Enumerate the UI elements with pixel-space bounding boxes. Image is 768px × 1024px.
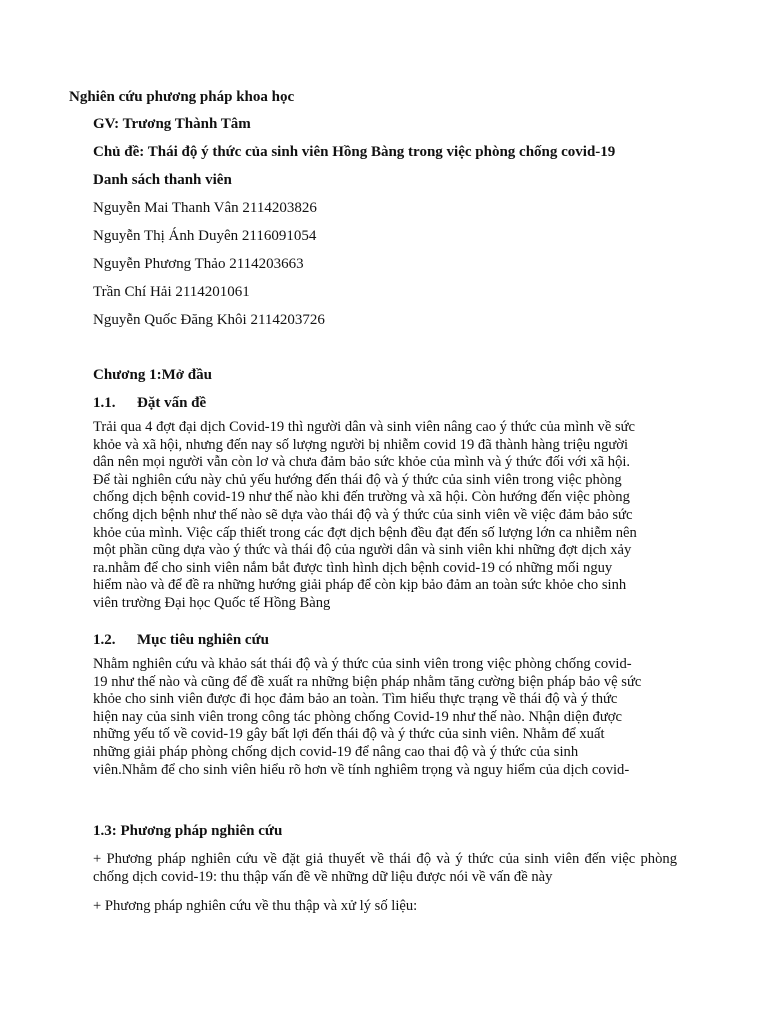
- lecturer: GV: Trương Thành Tâm: [93, 116, 251, 132]
- body-line: Trải qua 4 đợt đại dịch Covid-19 thì người dân và sinh viên nâng cao ý thức của mình về sức: [93, 419, 636, 435]
- member-item: Nguyễn Quốc Đăng Khôi 2114203726: [93, 312, 325, 328]
- body-line: Nhằm nghiên cứu và khảo sát thái độ và ý thức của sinh viên trong việc phòng chống covid-: [93, 656, 632, 672]
- member-item: Nguyễn Phương Thảo 2114203663: [93, 256, 304, 272]
- member-item: Nguyễn Thị Ánh Duyên 2116091054: [93, 228, 317, 244]
- body-line: ra.nhằm để cho sinh viên nắm bắt được tình hình dịch bệnh covid-19 có những mối nguy: [93, 559, 613, 576]
- member-item: Trần Chí Hải 2114201061: [93, 284, 250, 300]
- section-title: Mục tiêu nghiên cứu: [137, 632, 269, 648]
- body-line: chống dịch bệnh covid-19 như thế nào khi đến trường và xã hội. Còn hướng đến việc phòng: [93, 489, 630, 506]
- section-body: [93, 656, 677, 779]
- body-line: chống dịch bệnh như thế nào sẽ dựa vào thái độ và ý thức của sinh viên về việc đảm bảo sức: [93, 506, 633, 523]
- body-line: khỏe và xã hội, nhưng đến nay số lượng người bị nhiễm covid 19 đã thành hàng triệu người: [93, 436, 629, 453]
- section-heading: [93, 394, 206, 412]
- body-line: những yếu tố về covid-19 gây bất lợi đến thái độ và ý thức của sinh viên. Nhằm để xuất: [93, 726, 605, 743]
- course-title: Nghiên cứu phương pháp khoa học: [69, 89, 295, 105]
- body-line: viên.Nhằm để cho sinh viên hiểu rõ hơn về tính nghiêm trọng và nguy hiểm của dịch covid-: [93, 761, 630, 778]
- body-line: 19 như thế nào và cũng để đề xuất ra những biện pháp nhằm tăng cường biện pháp bảo vệ sức: [93, 673, 642, 690]
- member-item: Nguyễn Mai Thanh Vân 2114203826: [93, 200, 317, 216]
- body-line: một phần cũng dựa vào ý thức và thái độ của người dân và sinh viên khi những đợt dịch xảy: [93, 542, 632, 559]
- body-line: hiểm nào và để đề ra những hướng giải pháp để còn kịp bảo đảm an toàn sức khỏe cho sinh: [93, 577, 627, 594]
- section-number: 1.2.: [93, 632, 116, 648]
- method-item: + Phương pháp nghiên cứu về thu thập và xử lý số liệu:: [93, 898, 418, 914]
- section-title: Đặt vấn đề: [137, 395, 207, 411]
- section-number: 1.1.: [93, 395, 116, 411]
- body-line: những giải pháp phòng chống dịch covid-19 để nâng cao thai độ và ý thức của sinh: [93, 743, 579, 760]
- body-line: khỏe của mình. Việc cấp thiết trong các đợt dịch bệnh đều đạt đến số lượng lớn ca nhiễm nên: [93, 524, 637, 541]
- section-heading: 1.3: Phương pháp nghiên cứu: [93, 823, 283, 839]
- body-line: viên trường Đại học Quốc tế Hồng Bàng: [93, 594, 331, 611]
- body-line: khỏe cho sinh viên được đi học đảm bảo an toàn. Tìm hiểu thực trạng về thái độ và ý thức: [93, 691, 618, 708]
- body-line: Để tài nghiên cứu này chủ yếu hướng đến thái độ và ý thức của sinh viên trong việc phòng: [93, 471, 622, 488]
- chapter-title: Chương 1:Mở đầu: [93, 367, 212, 383]
- body-line: dân nên mọi người vẫn còn lơ và chưa đảm bảo sức khỏe của mình và ý thức đối với xã hội.: [93, 454, 631, 471]
- topic: Chủ đề: Thái độ ý thức của sinh viên Hồng Bàng trong việc phòng chống covid-19: [93, 144, 616, 160]
- body-line: hiện nay của sinh viên trong công tác phòng chống Covid-19 như thế nào. Nhận diện được: [93, 708, 622, 725]
- members-heading: Danh sách thanh viên: [93, 172, 232, 188]
- section-body: [93, 419, 677, 613]
- method-item: + Phương pháp nghiên cứu về đặt giả thuyết về thái độ và ý thức của sinh viên đến việc phòng chống dịch covid-19: thu thập vấn đề về những dữ liệu được nói về vấn đề này: [93, 851, 677, 885]
- section-heading: [93, 631, 269, 649]
